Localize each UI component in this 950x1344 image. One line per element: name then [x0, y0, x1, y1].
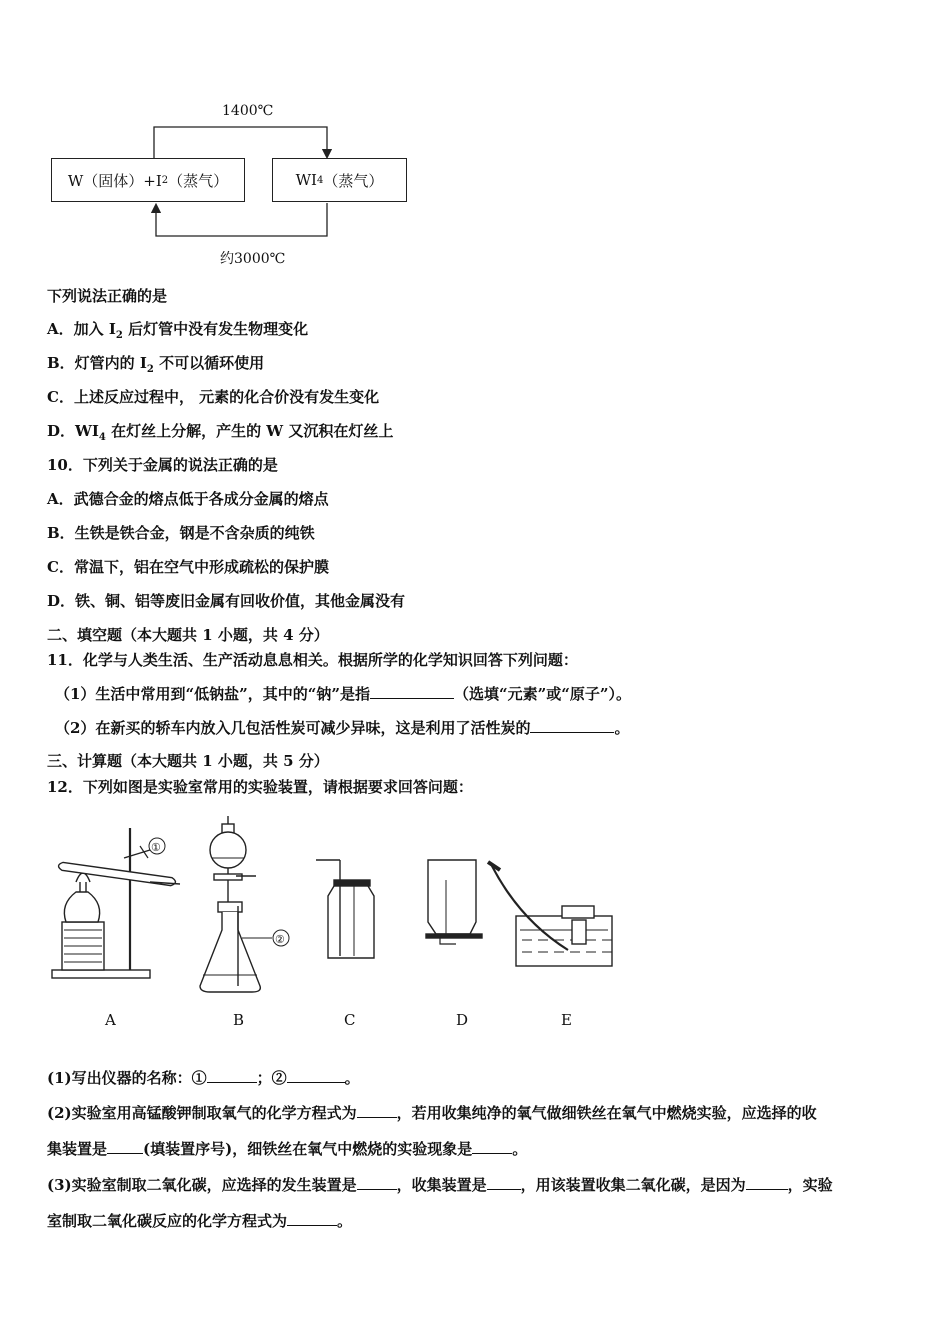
label-e: E — [561, 1011, 572, 1029]
label-b: B — [233, 1011, 245, 1029]
apparatus-c — [316, 860, 374, 958]
q12-part1: (1)写出仪器的名称：① ；② 。 — [47, 1069, 360, 1087]
q11-part2: （2）在新买的轿车内放入几包活性炭可减少异味，这是利用了活性炭的 。 — [55, 719, 630, 737]
section2-title: 二、填空题（本大题共 1 小题，共 4 分） — [47, 626, 329, 644]
q10-option-a: A．武德合金的熔点低于各成分金属的熔点 — [47, 490, 329, 508]
answer-blank[interactable] — [487, 1175, 521, 1190]
answer-blank[interactable] — [357, 1103, 397, 1118]
top-arrow — [154, 127, 327, 158]
marker-2: ② — [275, 933, 285, 946]
q9-option-d: D．$WI_4$ 在灯丝上分解，产生的 W 又沉积在灯丝上 — [47, 422, 394, 443]
q9-stem: 下列说法正确的是 — [47, 287, 168, 305]
label-c: C — [344, 1011, 356, 1029]
top-temperature: 1400℃ — [222, 103, 274, 119]
answer-blank[interactable] — [287, 1211, 337, 1226]
q9-option-c: C．上述反应过程中， 元素的化合价没有发生变化 — [47, 388, 380, 406]
q9-option-a: A．加入 $I_2$ 后灯管中没有发生物理变化 — [47, 320, 309, 341]
label-d: D — [456, 1011, 469, 1029]
q12-part3-line1: (3)实验室制取二氧化碳，应选择的发生装置是 ，收集装置是 ，用该装置收集二氧化碳，是因为 ，实验 — [47, 1176, 833, 1194]
answer-blank[interactable] — [530, 718, 614, 733]
bottom-arrow — [156, 203, 327, 236]
q10-option-c: C．常温下，铝在空气中形成疏松的保护膜 — [47, 558, 329, 576]
answer-blank[interactable] — [107, 1139, 143, 1154]
left-box: W（固体）+I 2 （蒸气） — [51, 158, 245, 202]
q12-stem: 12．下列如图是实验室常用的实验装置，请根据要求回答问题： — [47, 778, 473, 796]
right-box: WI 4 （蒸气） — [272, 158, 407, 202]
q12-part3-line2: 室制取二氧化碳反应的化学方程式为 。 — [47, 1212, 353, 1230]
apparatus-d — [426, 860, 482, 944]
label-a: A — [105, 1011, 116, 1029]
apparatus-e — [488, 862, 612, 966]
apparatus-b — [200, 816, 289, 992]
q9-option-b: B．灯管内的 $I_2$ 不可以循环使用 — [47, 354, 265, 375]
marker-1: ① — [151, 841, 161, 854]
q12-part2-line1: (2)实验室用高锰酸钾制取氧气的化学方程式为 ，若用收集纯净的氧气做细铁丝在氧气中燃烧实验，应选择的收 — [47, 1104, 817, 1122]
answer-blank[interactable] — [370, 684, 454, 699]
diagram-arrows — [0, 0, 950, 280]
apparatus-figure — [0, 810, 950, 1010]
q11-part1: （1）生活中常用到“低钠盐”，其中的“钠”是指 （选填“元素”或“原子”）。 — [55, 685, 631, 703]
answer-blank[interactable] — [357, 1175, 397, 1190]
answer-blank[interactable] — [746, 1175, 788, 1190]
q10-option-d: D．铁、铜、铝等废旧金属有回收价值，其他金属没有 — [47, 592, 406, 610]
q10-option-b: B．生铁是铁合金，钢是不含杂质的纯铁 — [47, 524, 315, 542]
q11-stem: 11．化学与人类生活、生产活动息息相关。根据所学的化学知识回答下列问题： — [47, 651, 578, 669]
answer-blank[interactable] — [472, 1139, 512, 1154]
q10-stem: 10．下列关于金属的说法正确的是 — [47, 456, 278, 474]
answer-blank[interactable] — [287, 1068, 345, 1083]
answer-blank[interactable] — [207, 1068, 257, 1083]
q12-part2-line2: 集装置是 (填装置序号)，细铁丝在氧气中燃烧的实验现象是 。 — [47, 1140, 528, 1158]
section3-title: 三、计算题（本大题共 1 小题，共 5 分） — [47, 752, 329, 770]
bottom-temperature: 约3000℃ — [220, 251, 286, 267]
